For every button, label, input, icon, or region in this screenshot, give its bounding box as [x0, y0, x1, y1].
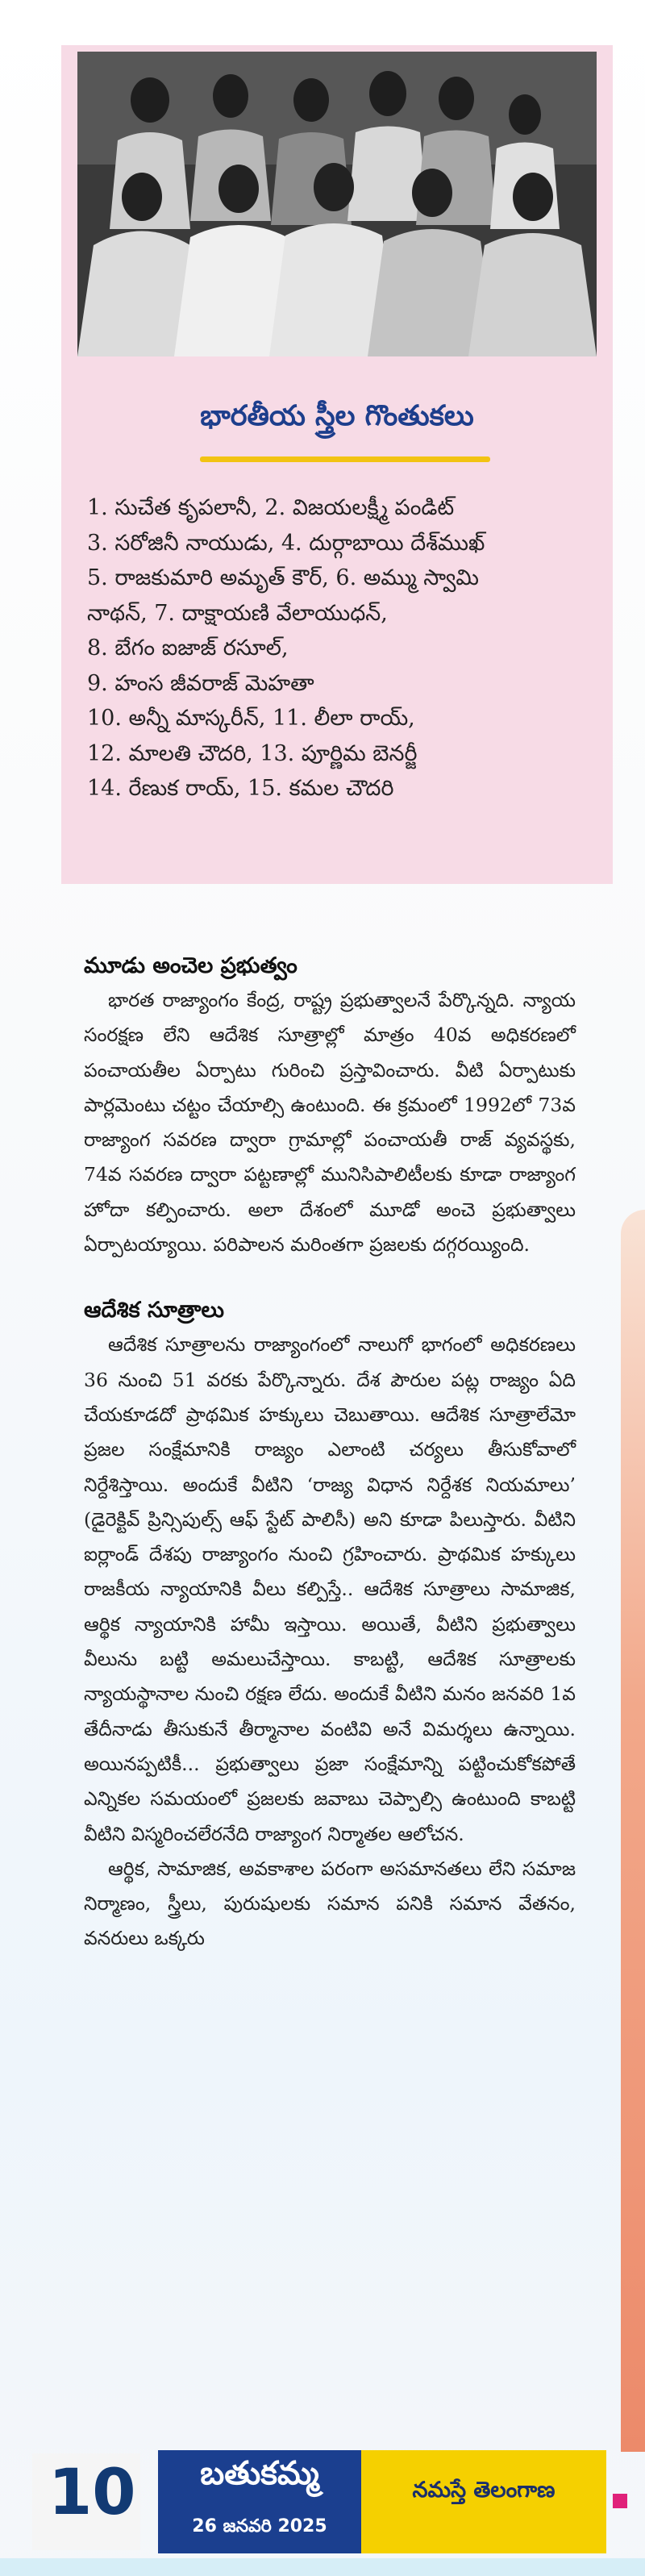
newspaper-name: నమస్తే తెలంగాణ [412, 2478, 556, 2503]
names-line: 1. సుచేత కృపలానీ, 2. విజయలక్ష్మీ పండిట్ [87, 495, 455, 520]
names-line: 8. బేగం ఐజాజ్ రసూల్, [87, 636, 289, 661]
paragraph: ఆర్థిక, సామాజిక, అవకాశాల పరంగా అసమానతలు లేని సమాజ నిర్మాణం, స్త్రీలు, పురుషులకు సమాన పనికి సమాన వేతనం, వనరులు ఒక్కరు [84, 1857, 576, 1950]
title-underline [200, 456, 490, 462]
names-line: 3. సరోజినీ నాయుడు, 4. దుర్గాబాయి దేశ్‌ముఖ్ [87, 530, 485, 556]
names-line: 10. అన్నీ మాస్కరీన్, 11. లీలా రాయ్, [87, 706, 415, 731]
names-line: 12. మాలతి చౌదరి, 13. పూర్ణిమ బెనర్జీ [87, 740, 418, 766]
names-list [87, 490, 603, 807]
footer-bottom-band [0, 2558, 645, 2576]
group-photo-illustration [77, 52, 597, 356]
page-footer [0, 2442, 645, 2576]
section-heading: మూడు అంచెల ప్రభుత్వం [84, 953, 298, 978]
names-line: నాథన్, 7. దాక్షాయణి వేలాయుధన్, [87, 600, 388, 626]
sidebar-title: భారతీయ స్త్రీల గొంతుకలు [200, 400, 474, 432]
page-number: 10 [48, 2457, 136, 2529]
names-line: 5. రాజకుమారి అమృత్ కౌర్, 6. అమ్ము స్వామి [87, 565, 479, 590]
publication-name: బతుకమ్మ [200, 2455, 319, 2492]
decorative-side-stripe [621, 1210, 645, 2452]
article-body [84, 948, 576, 1957]
section-heading: ఆదేశిక సూత్రాలు [84, 1298, 224, 1323]
group-photo [77, 52, 597, 356]
paragraph: భారత రాజ్యాంగం కేంద్ర, రాష్ట్ర ప్రభుత్వాలనే పేర్కొన్నది. న్యాయ సంరక్షణ లేని ఆదేశిక సూత్రాల్లో మాత్రం 40వ అధికరణలో పంచాయతీల ఏర్పాటు గురించి ప్రస్తావించారు. వీటి ఏర్పాటుకు పార్లమెంటు చట్టం చేయాల్సి ఉంటుంది. ఈ క్రమంలో 1992లో 73వ రాజ్యాంగ సవరణ ద్వారా గ్రామాల్లో పంచాయతీ రాజ్ వ్యవస్థకు, 74వ సవరణ ద్వారా పట్టణాల్లో మునిసిపాలిటీలకు కూడా రాజ్యాంగ హోదా కల్పించారు. అలా దేశంలో మూడో అంచె ప్రభుత్వాలు ఏర్పాటయ్యాయి. పరిపాలన మరింతగా ప్రజలకు దగ్గరయ్యింది. [84, 989, 576, 1257]
names-line: 14. రేణుక రాయ్, 15. కమల చౌదరి [87, 776, 394, 801]
issue-date: 26 జనవరి 2025 [192, 2516, 327, 2536]
paragraph: ఆదేశిక సూత్రాలను రాజ్యాంగంలో నాలుగో భాగంలో అధికరణలు 36 నుంచి 51 వరకు పేర్కొన్నారు. దేశ పౌరుల పట్ల రాజ్యం ఏది చేయకూడదో ప్రాథమిక హక్కులు చెబుతాయి. ఆదేశిక సూత్రాలేమో ప్రజల సంక్షేమానికి రాజ్యం ఎలాంటి చర్యలు తీసుకోవాలో నిర్దేశిస్తాయి. అందుకే వీటిని ‘రాజ్య విధాన నిర్దేశక నియమాలు’ (డైరెక్టివ్ ప్రిన్సిపుల్స్ ఆఫ్ స్టేట్ పాలిసీ) అని కూడా పిలుస్తారు. వీటిని ఐర్లాండ్ దేశపు రాజ్యాంగం నుంచి గ్రహించారు. ప్రాథమిక హక్కులు రాజకీయ న్యాయానికి వీలు కల్పిస్తే.. ఆదేశిక సూత్రాలు సామాజిక, ఆర్థిక న్యాయానికి హామీ ఇస్తాయి. అయితే, వీటిని ప్రభుత్వాలు వీలును బట్టి అమలుచేస్తాయి. కాబట్టి, ఆదేశిక సూత్రాలకు న్యాయస్థానాల నుంచి రక్షణ లేదు. అందుకే వీటిని మనం జనవరి 1వ తేదీనాడు తీసుకునే తీర్మానాల వంటివి అనే విమర్శలు ఉన్నాయి. అయినప్పటికీ... ప్రభుత్వాలు ప్రజా సంక్షేమాన్ని పట్టించుకోకపోతే ఎన్నికల సమయంలో ప్రజలకు జవాబు చెప్పాల్సి ఉంటుంది కాబట్టి వీటిని విస్మరించలేరనేది రాజ్యాంగ నిర్మాతల ఆలోచన. [84, 1333, 576, 1845]
names-line: 9. హంస జీవరాజ్ మెహతా [87, 670, 314, 696]
pink-square-marker [613, 2494, 627, 2508]
